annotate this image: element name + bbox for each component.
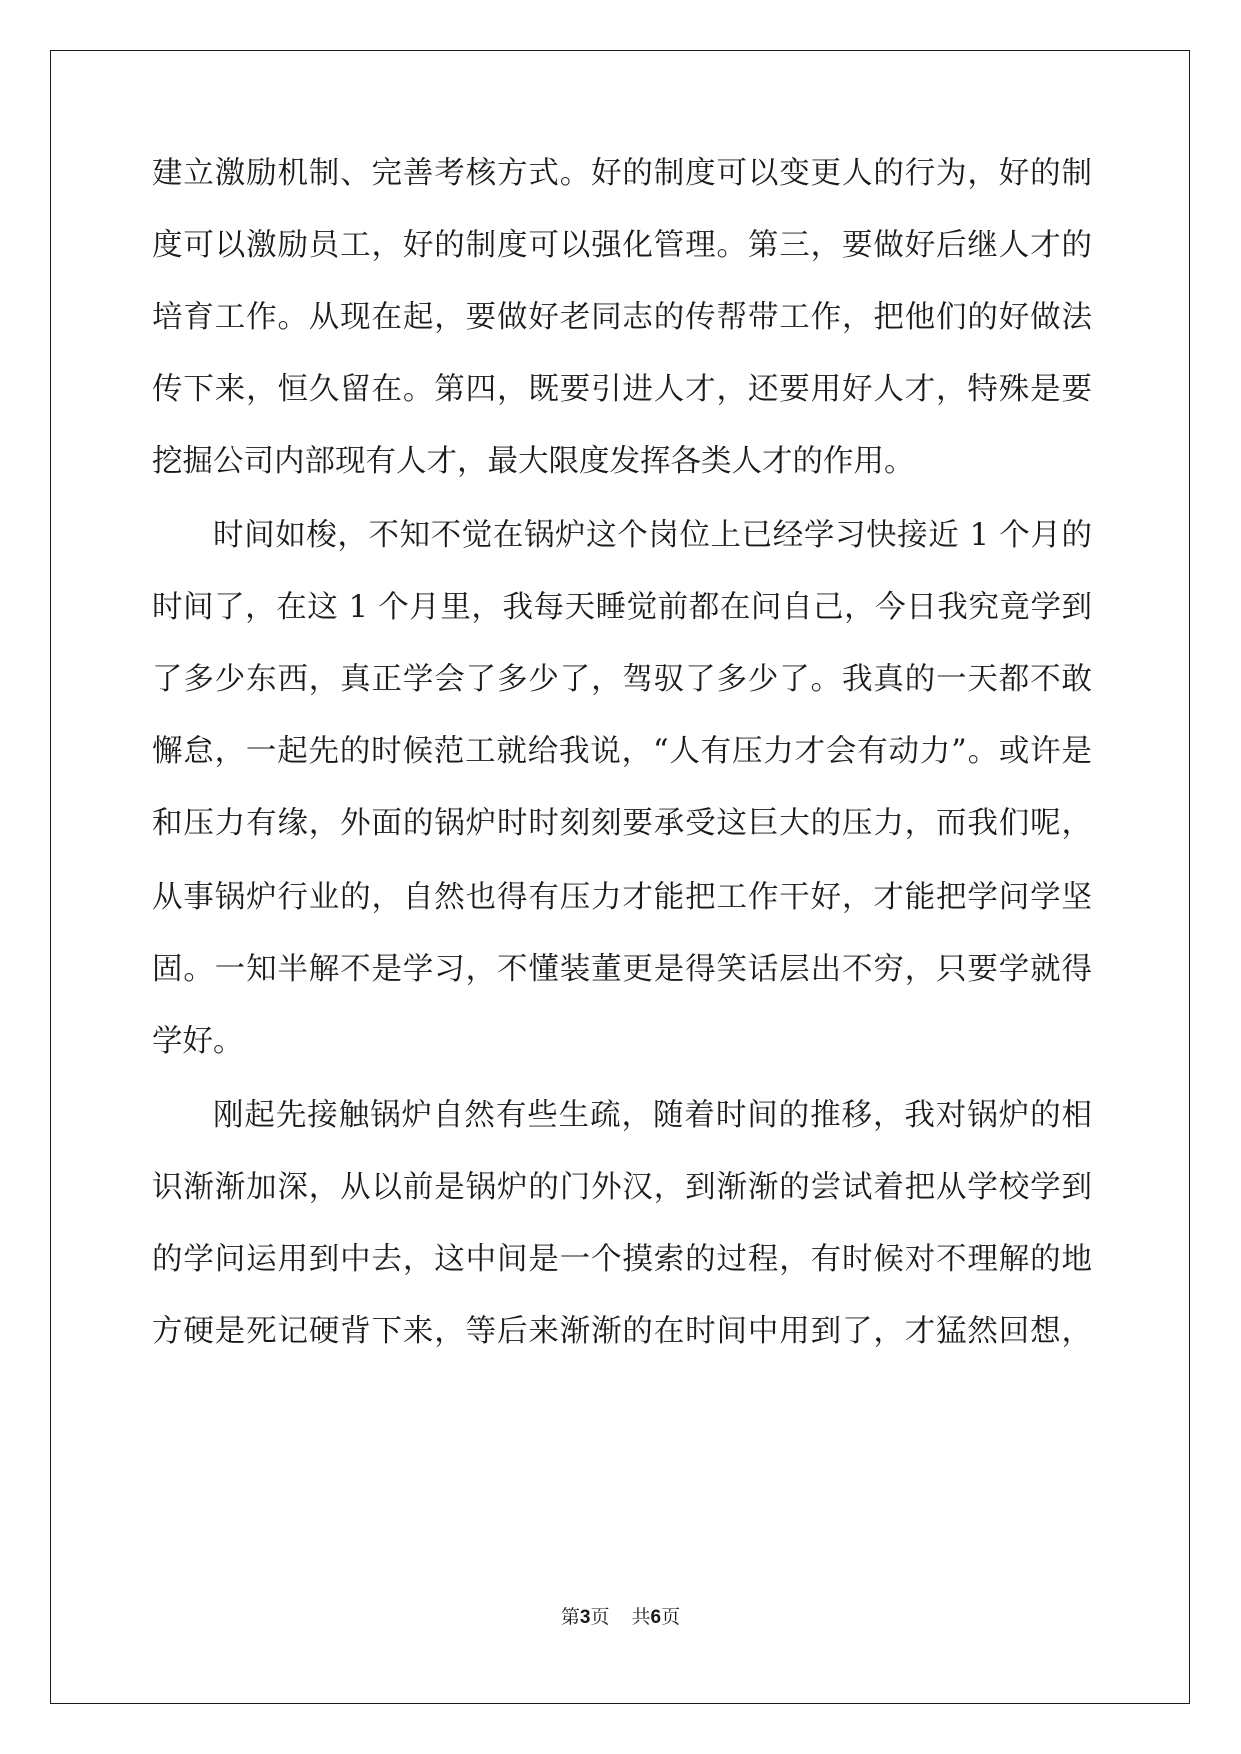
text-line-2: 度可以激励员工，好的制度可以强化管理。第三，要做好后继人才的 bbox=[152, 228, 1092, 263]
text-line-3: 培育工作。从现在起，要做好老同志的传帮带工作，把他们的好做法 bbox=[152, 300, 1092, 335]
page-prefix: 第 bbox=[560, 1606, 580, 1628]
text-line-9: 懈怠，一起先的时候范工就给我说，“人有压力才会有动力”。或许是 bbox=[152, 734, 1092, 769]
text-line-16: 的学问运用到中去，这中间是一个摸索的过程，有时候对不理解的地 bbox=[152, 1242, 1092, 1277]
text-line-1: 建立激励机制、完善考核方式。好的制度可以变更人的行为，好的制 bbox=[152, 156, 1092, 191]
total-pages: 6 bbox=[650, 1607, 662, 1628]
text-line-4: 传下来，恒久留在。第四，既要引进人才，还要用好人才，特殊是要 bbox=[152, 372, 1092, 407]
text-line-5: 挖掘公司内部现有人才，最大限度发挥各类人才的作用。 bbox=[152, 444, 915, 479]
text-line-15: 识渐渐加深，从以前是锅炉的门外汉，到渐渐的尝试着把从学校学到 bbox=[152, 1170, 1092, 1205]
text-line-17: 方硬是死记硬背下来，等后来渐渐的在时间中用到了，才猛然回想， bbox=[152, 1314, 1092, 1349]
total-suffix: 页 bbox=[661, 1606, 681, 1628]
page-number: 3 bbox=[579, 1607, 591, 1628]
text-line-10: 和压力有缘，外面的锅炉时时刻刻要承受这巨大的压力，而我们呢， bbox=[152, 806, 1092, 841]
text-line-12: 固。一知半解不是学习，不懂装董更是得笑话层出不穷，只要学就得 bbox=[152, 952, 1092, 987]
text-line-14: 刚起先接触锅炉自然有些生疏，随着时间的推移，我对锅炉的相 bbox=[213, 1098, 1092, 1133]
text-line-7: 时间了，在这 1 个月里，我每天睡觉前都在问自己，今日我究竟学到 bbox=[152, 590, 1092, 625]
text-line-6: 时间如梭，不知不觉在锅炉这个岗位上已经学习快接近 1 个月的 bbox=[213, 518, 1092, 553]
page-suffix: 页 bbox=[590, 1606, 610, 1628]
text-line-11: 从事锅炉行业的，自然也得有压力才能把工作干好，才能把学问学坚 bbox=[152, 880, 1092, 915]
total-prefix: 共 bbox=[631, 1606, 651, 1628]
text-line-13: 学好。 bbox=[152, 1024, 244, 1059]
page-footer bbox=[0, 1605, 1241, 1630]
text-line-8: 了多少东西，真正学会了多少了，驾驭了多少了。我真的一天都不敢 bbox=[152, 662, 1092, 697]
